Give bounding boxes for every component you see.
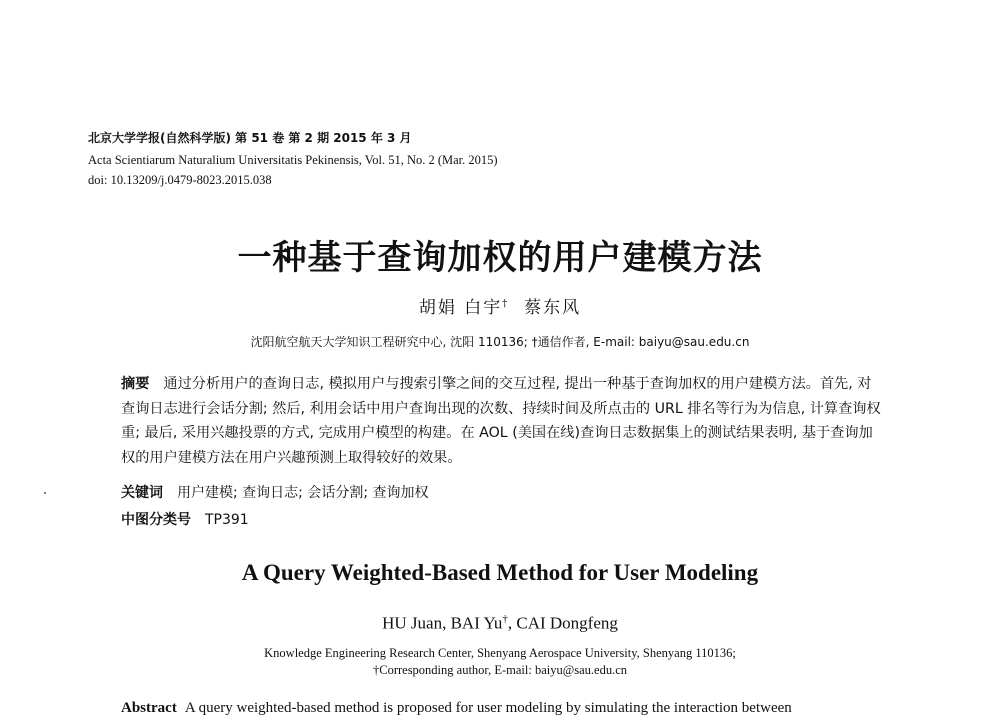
abstract-text-en: A query weighted-based method is proposed for user modeling by simulating the interaction between (184, 700, 792, 716)
authors-en (0, 613, 1000, 634)
corresponding-author-en: †Corresponding author, E-mail: baiyu@sau.edu.cn (372, 663, 627, 677)
keywords-text-cn: 用户建模; 查询日志; 会话分割; 查询加权 (177, 485, 429, 501)
affiliation-cn: 沈阳航空航天大学知识工程研究中心, 沈阳 110136; †通信作者, E-mail: baiyu@sau.edu.cn (250, 335, 750, 349)
doi: doi: 10.13209/j.0479-8023.2015.038 (88, 173, 272, 187)
keywords-label-cn: 关键词 (121, 485, 163, 501)
authors-en-last: , CAI Dongfeng (507, 613, 618, 633)
authors-cn-last: 蔡东风 (509, 298, 582, 318)
authors-en-names: HU Juan, BAI Yu (382, 613, 503, 633)
paper-title-en: A Query Weighted-Based Method for User Modeling (241, 560, 759, 585)
paper-title-cn: 一种基于查询加权的用户建模方法 (237, 238, 763, 278)
abstract-cn (121, 372, 881, 470)
abstract-label-en: Abstract (121, 700, 177, 716)
authors-cn (0, 293, 1000, 318)
abstract-text-cn: 通过分析用户的查询日志, 模拟用户与搜索引擎之间的交互过程, 提出一种基于查询加权的用户建模方法。首先, 对查询日志进行会话分割; 然后, 利用会话中用户查询出现的次数、持续时间及所点击的 URL 排名等行为为信息, 计算查询权重; 最后, 采用兴趣投票的方式, 完成用户模型的构建。在 AOL (美国在线)查询日志数据集上的测试结果表明, 基于查询加权的用户建模方法在用户兴趣预测上取得较好的效果。 (121, 376, 881, 466)
abstract-en (121, 697, 881, 719)
classification-cn (121, 509, 249, 529)
corresponding-mark: † (502, 298, 510, 310)
keywords-cn (121, 482, 429, 502)
affiliation-en-line: Knowledge Engineering Research Center, Shenyang Aerospace University, Shenyang 110136; (264, 646, 736, 660)
scan-speck (44, 492, 46, 494)
corresponding-mark-en: † (502, 613, 508, 625)
journal-info-en: Acta Scientiarum Naturalium Universitatis Pekinensis, Vol. 51, No. 2 (Mar. 2015) (88, 153, 498, 167)
journal-info-cn: 北京大学学报(自然科学版) 第 51 卷 第 2 期 2015 年 3 月 (88, 131, 412, 145)
classification-label: 中图分类号 (121, 512, 191, 528)
classification-code: TP391 (205, 512, 249, 528)
abstract-label-cn: 摘要 (121, 376, 150, 392)
affiliation-en (0, 645, 1000, 679)
authors-cn-names: 胡娟 白宇 (418, 298, 503, 318)
